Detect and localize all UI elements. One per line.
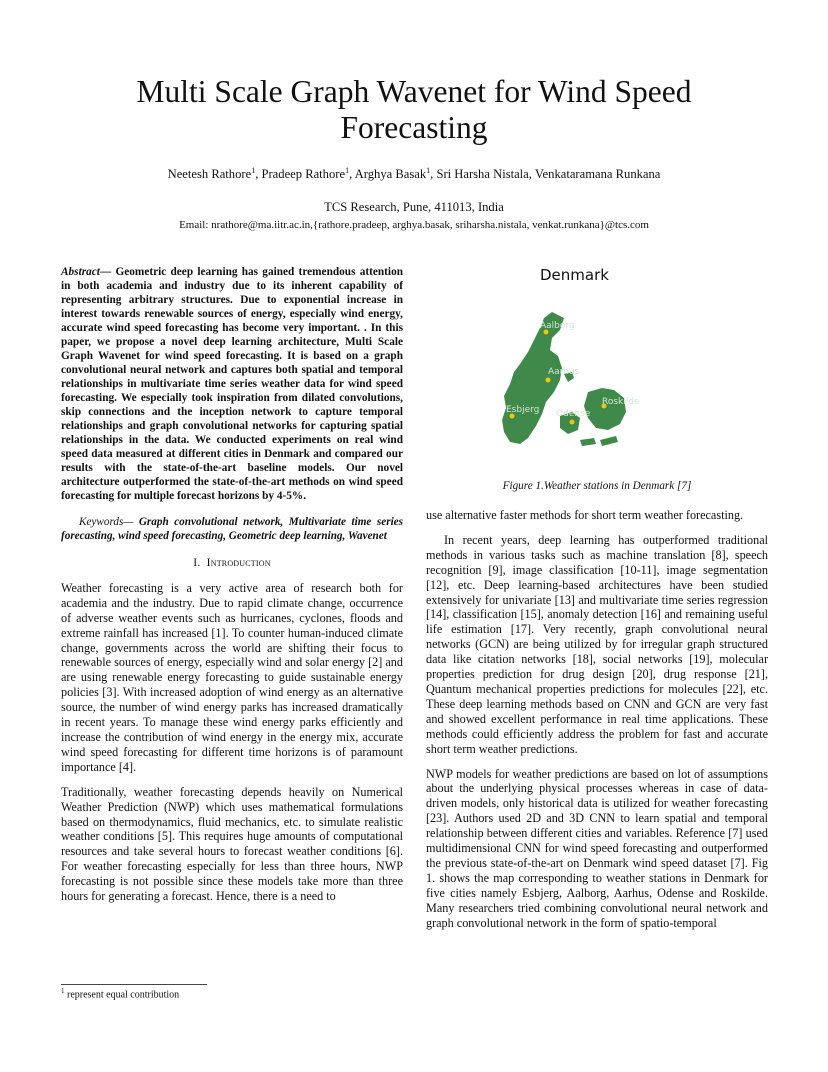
figure-caption: Figure 1.Weather stations in Denmark [7] <box>502 480 692 492</box>
footnote-text: represent equal contribution <box>67 989 180 1001</box>
author-4: Sri Harsha Nistala <box>436 167 529 182</box>
station-label-roskilde: Roskilde <box>602 397 640 407</box>
abstract <box>61 265 403 503</box>
right-column <box>426 508 768 930</box>
abstract-text: Geometric deep learning has gained tremendous attention in both academia and industry due to its inherent capability of representing arbitrary structures. Due to exponential increase in interest towards renewable sources of energy, especially wind energy, accurate wind speed forecasting has become very important. . In this paper, we propose a novel deep learning architecture, Multi Scale Graph Wavenet for wind speed forecasting. It is based on a graph convolutional neural network and captures both spatial and temporal relationships in multivariate time series weather data for wind speed forecasting. We especially took inspiration from dilated convolutions, skip connections and the inception network to capture temporal relationships and graph convolutional networks for capturing spatial relationships in the data. We conducted experiments on real wind speed data measured at different cities in Denmark and compared our results with the state-of-the-art baseline models. Our novel architecture outperformed the state-of-the-art methods on wind speed forecasting for multiple forecast horizons by 4-5%. <box>61 266 404 502</box>
section-heading <box>61 556 403 571</box>
author-3: Arghya Basak <box>354 167 427 182</box>
station-label-esbjerg: Esbjerg <box>506 405 540 415</box>
abstract-lead: Abstract <box>61 266 100 278</box>
section-number: I. <box>193 556 201 569</box>
intro-paragraph-1: Weather forecasting is a very active area of research both for academia and the industry. Due to rapid climate change, occurrence of adverse weather events such as hurricanes, cyclones, floods and extreme rainfall has increased [1]. To counter human-induced climate change, governments across the world are shifting their focus to renewable sources of energy, especially wind and solar energy [2] and are using renewable energy forecasting to guide sustainable energy policies [3]. With increased adoption of wind energy as an alternative source, the number of wind energy parks has increased dramatically in recent years. To manage these wind energy parks efficiently and increase the contribution of wind energy in the energy mix, accurate wind speed forecasting for different time horizons is of paramount importance [4]. <box>61 580 403 774</box>
paper-title: Multi Scale Graph Wavenet for Wind Speed Forecasting <box>136 74 692 145</box>
station-label-aarhus: Aarhus <box>548 367 580 377</box>
jutland-shape <box>502 312 564 444</box>
author-2: Pradeep Rathore <box>261 167 346 182</box>
map-title: Denmark <box>540 266 609 284</box>
author-1-mark: 1 <box>251 166 256 175</box>
keywords-lead: Keywords— <box>79 516 134 528</box>
denmark-map <box>480 292 640 462</box>
denmark-map-figure <box>480 262 680 472</box>
author-2-mark: 1 <box>345 166 350 175</box>
author-list: Neetesh Rathore$^1$, Pradeep Rathore$^1$, Arghya Basak$^1$, Sri Harsha Nistala, Venkataramana Runkana <box>167 166 661 182</box>
section-title: Introduction <box>206 556 271 569</box>
intro-paragraph-2: Traditionally, weather forecasting depends heavily on Numerical Weather Prediction (NWP) which uses mathematical formulations based on thermodynamics, fluid mechanics, etc. to simulate realistic weather conditions [5]. This requires huge amounts of computational resources and take several hours to forecast weather conditions [6]. For weather forecasting especially for less than three hours, NWP forecasting is not possible since these models take more than three hours for generating a forecast. Hence, there is a need to <box>61 784 403 904</box>
zealand-shape <box>584 388 626 430</box>
author-3-mark: 1 <box>426 166 431 175</box>
email-line: Email: nrathore@ma.iitr.ac.in,{rathore.pradeep, arghya.basak, sriharsha.nistala, venkat.runkana}@tcs.com <box>179 219 649 231</box>
author-5: Venkataramana Runkana <box>534 167 661 182</box>
abstract-dash: — <box>99 266 112 278</box>
station-label-odense: Odense <box>556 409 591 419</box>
affiliation: TCS Research, Pune, 411013, India <box>324 200 504 214</box>
left-column <box>61 265 403 904</box>
footnote-mark: 1 <box>61 987 65 995</box>
right-paragraph-3: NWP models for weather predictions are based on lot of assumptions about the underlying physical processes whereas in case of data-driven models, only historical data is utilized for weather forecasting [23]. Authors used 2D and 3D CNN to learn spatial and temporal relationship between different cities and variables. Reference [7] used multidimensional CNN for wind speed forecasting and outperformed the previous state-of-the-art on Denmark wind speed dataset [7]. Fig 1. shows the map corresponding to weather stations in Denmark for five cities namely Esbjerg, Aalborg, Aarhus, Odense and Roskilde. Many researchers tried combining convolutional neural network and graph convolutional network in the form of spatio-temporal <box>426 766 768 930</box>
station-label-aalborg: Aalborg <box>540 321 575 331</box>
right-paragraph-2: In recent years, deep learning has outperformed traditional methods in various tasks such as machine translation [8], speech recognition [9], image classification [10-11], image segmentation [12], etc. Deep learning-based architectures have been studied extensively for univariate [13] and multivariate time series regression [14], classification [15], anomaly detection [16] and remaining useful life estimation [17]. Very recently, graph convolutional neural networks (GCN) are being utilized by for irregular graph structured data like citation networks [18], social networks [19], molecular properties prediction for drug design [20], drug response [21], Quantum mechanical properties predictions for molecules [22], etc. These deep learning methods based on CNN and GCN are very fast and showed excellent performance in real time applications. These methods could efficiently address the problem for fast and accurate short term weather predictions. <box>426 532 768 756</box>
keywords <box>61 515 403 543</box>
author-1: Neetesh Rathore <box>167 167 252 182</box>
island-shape <box>600 436 618 446</box>
island-shape <box>580 438 596 446</box>
footnote-rule <box>61 984 207 985</box>
right-paragraph-1: use alternative faster methods for short term weather forecasting. <box>426 508 744 522</box>
footnote <box>61 987 179 1000</box>
station-marker-odense <box>570 420 575 425</box>
station-marker-aarhus <box>546 378 551 383</box>
keywords-text: Graph convolutional network, Multivariate time series forecasting, wind speed forecasting, Geometric deep learning, Wavenet <box>61 516 403 542</box>
